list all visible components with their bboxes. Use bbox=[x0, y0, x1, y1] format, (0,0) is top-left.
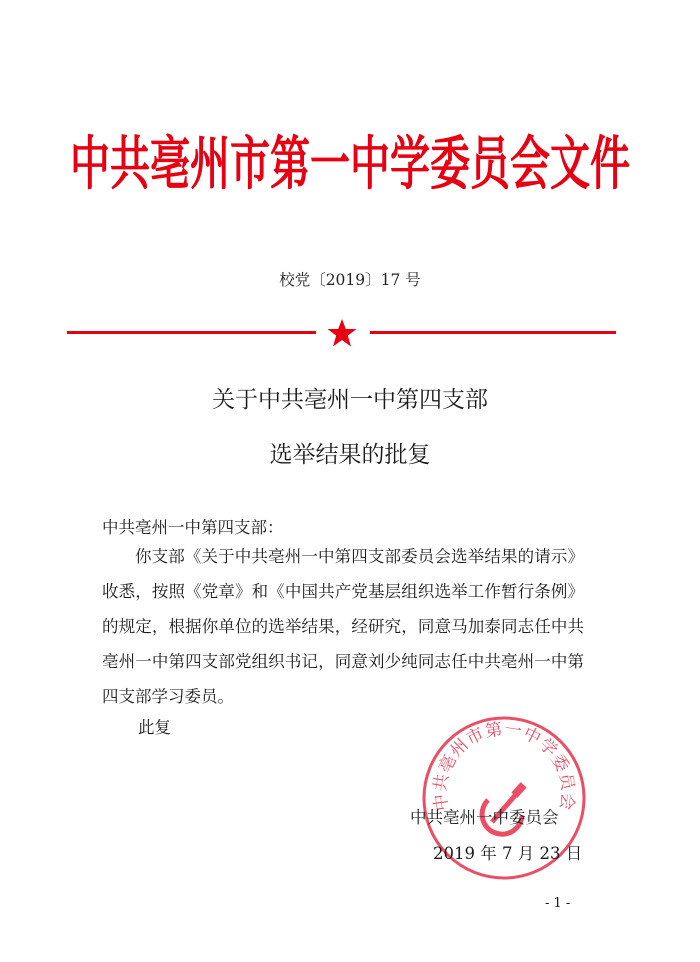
closing-remark: 此复 bbox=[138, 718, 171, 737]
seal-text: 中共亳州市第一中学委员会 bbox=[430, 719, 578, 813]
signing-organization: 中共亳州一中委员会 bbox=[410, 808, 559, 827]
page-number: - 1 - bbox=[545, 896, 571, 911]
svg-text:中共亳州市第一中学委员会 bbox=[430, 719, 577, 812]
document-number: 校党〔2019〕17 号 bbox=[279, 271, 421, 289]
divider-right-line bbox=[370, 331, 616, 334]
salutation: 中共亳州一中第四支部： bbox=[102, 518, 284, 537]
document-header: 中共亳州市第一中学委员会文件 bbox=[70, 129, 630, 198]
body-paragraph: 你支部《关于中共亳州一中第四支部委员会选举结果的请示》收悉，按照《党章》和《中国共产党基层组织选举工作暂行条例》的规定，根据你单位的选举结果，经研究，同意马加泰同志任中共亳州一中第四支部党组织书记，同意刘少纯同志任中共亳州一中第四支部学习委员。 bbox=[102, 547, 584, 706]
star-icon bbox=[326, 318, 358, 348]
divider-left-line bbox=[67, 331, 316, 334]
signing-date: 2019 年 7 月 23 日 bbox=[433, 844, 583, 863]
document-title-line-2: 选举结果的批复 bbox=[269, 442, 431, 468]
document-title-line-1: 关于中共亳州一中第四支部 bbox=[212, 387, 488, 413]
